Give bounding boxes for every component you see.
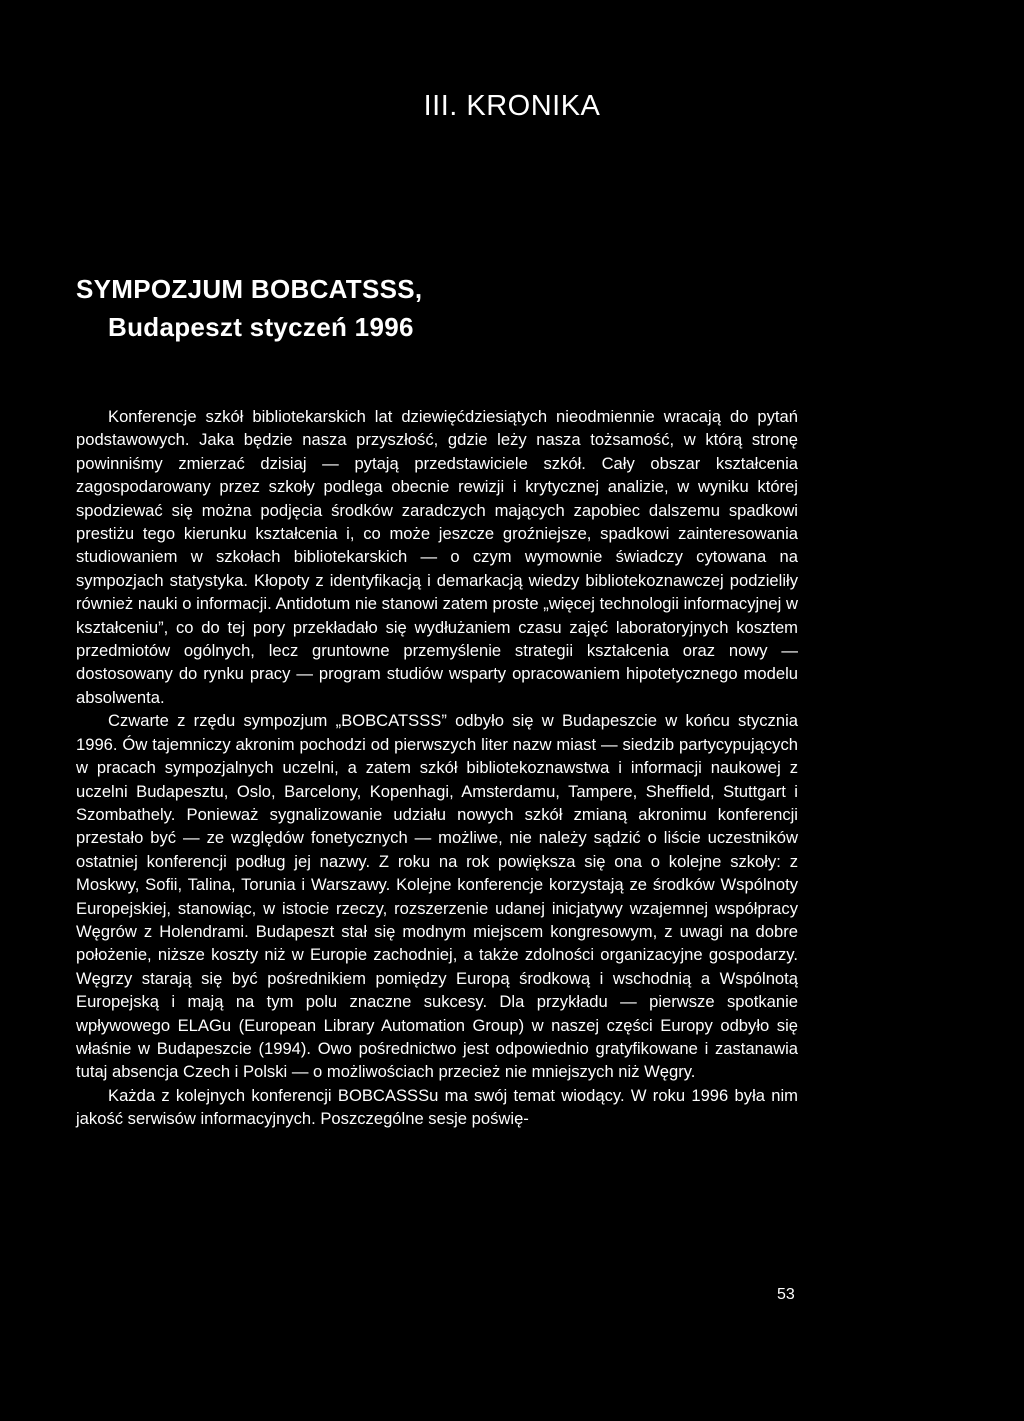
article-title-line-1: SYMPOZJUM BOBCATSSS, bbox=[76, 274, 423, 304]
body-paragraph-2: Czwarte z rzędu sympozjum „BOBCATSSS” odbyło się w Budapeszcie w końcu stycznia 1996. Ów tajemniczy akronim pochodzi od pierwszych liter nazw miast — siedzib partycypujących w pracach sympozjalnych uczelni, a zatem szkół bibliotekoznawstwa i informacji naukowej z uczelni Budapesztu, Oslo, Barcelony, Kopenhagi, Amsterdamu, Tampere, Sheffield, Stuttgart i Szombathely. Ponieważ sygnalizowanie udziału nowych szkół zmianą akronimu konferencji przestało być — ze względów fonetycznych — możliwe, nie należy sądzić o liście uczestników ostatniej konferencji podług jej nazwy. Z roku na rok powiększa się ona o kolejne szkoły: z Moskwy, Sofii, Talina, Torunia i Warszawy. Kolejne konferencje korzystają ze środków Wspólnoty Europejskiej, stanowiąc, w istocie rzeczy, rozszerzenie udanej inicjatywy wzajemnej współpracy Węgrów z Holendrami. Budapeszt stał się modnym miejscem kongresowym, z uwagi na dobre położenie, niższe koszty niż w Europie zachodniej, a także zdolności organizacyjne gospodarzy. Węgrzy starają się być pośrednikiem pomiędzy Europą środkową i wschodnią a Wspólnotą Europejską i mają na tym polu znaczne sukcesy. Dla przykładu — pierwsze spotkanie wpływowego ELAGu (European Library Automation Group) w naszej części Europy odbyło się właśnie w Budapeszcie (1994). Owo pośrednictwo jest odpowiednio gratyfikowane i zastanawia tutaj absencja Czech i Polski — o możliwościach przecież nie mniejszych niż Węgry. bbox=[76, 711, 798, 1082]
page-number: 53 bbox=[777, 1286, 795, 1303]
article-title-line-2: Budapeszt styczeń 1996 bbox=[108, 312, 414, 342]
body-paragraph-1: Konferencje szkół bibliotekarskich lat dziewięćdziesiątych nieodmiennie wracają do pytań podstawowych. Jaka będzie nasza przyszłość, gdzie leży nasza tożsamość, w którą stronę powinniśmy zmierzać dzisiaj — pytają przedstawiciele szkół. Cały obszar kształcenia zagospodarowany przez szkoły podlega obecnie rewizji i krytycznej analizie, w wyniku której spodziewać się można podjęcia środków zaradczych mających zapobiec dalszemu spadkowi prestiżu tego kierunku kształcenia i, co może jeszcze groźniejsze, spadkowi zainteresowania studiowaniem w szkołach bibliotekarskich — o czym wymownie świadczy cytowana na sympozjach statystyka. Kłopoty z identyfikacją i demarkacją wiedzy bibliotekoznawczej podzieliły również nauki o informacji. Antidotum nie stanowi zatem proste „więcej technologii informacyjnej w kształceniu”, co do tej pory przekładało się wydłużaniem czasu zajęć laboratoryjnych kosztem przedmiotów ogólnych, lecz gruntowne przemyślenie strategii kształcenia oraz nowy — dostosowany do rynku pracy — program studiów wsparty opracowaniem hipotetycznego modelu absolwenta. bbox=[76, 407, 798, 707]
article-body bbox=[76, 405, 798, 1131]
section-heading: III. KRONIKA bbox=[423, 90, 601, 122]
article-title bbox=[76, 270, 422, 346]
body-paragraph-3: Każda z kolejnych konferencji BOBCASSSu ma swój temat wiodący. W roku 1996 była nim jakość serwisów informacyjnych. Poszczególne sesje poświę- bbox=[76, 1085, 798, 1129]
